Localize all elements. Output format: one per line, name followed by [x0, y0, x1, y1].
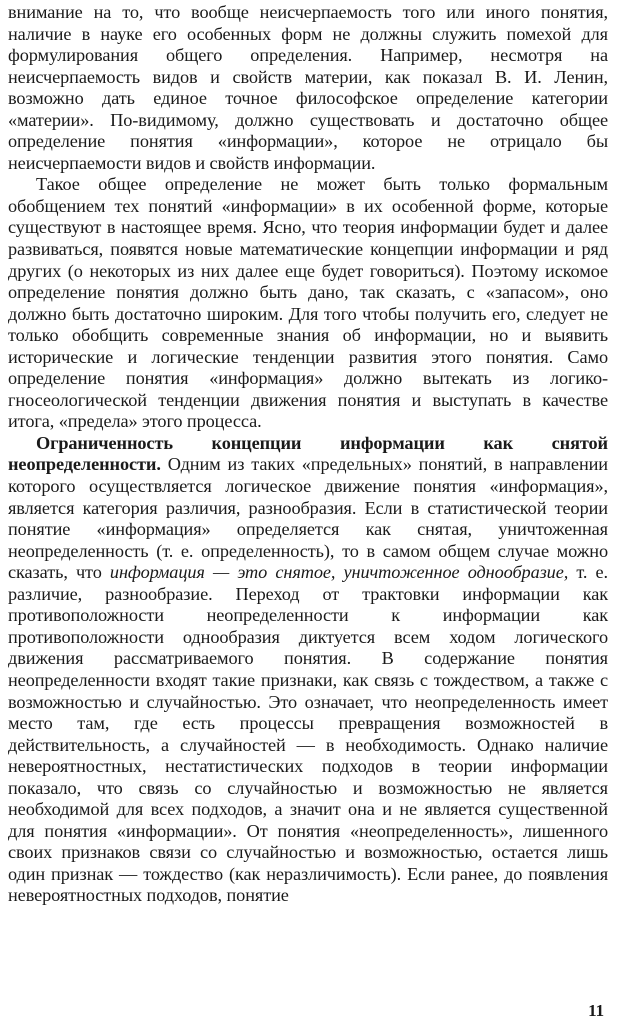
italic-definition: информация — это снятое, уничтоженное однообразие,	[109, 562, 569, 583]
paragraph-2: Такое общее определение не может быть только формальным обобщением тех понятий «информации» в их особенной форме, которые существуют в настоящее время. Ясно, что теория информации будет и далее развиваться, появятся новые математические концепции информации и ряд других (о некоторых из них далее еще будет говориться). Поэтому искомое определение понятия должно быть дано, так сказать, с «запасом», оно должно быть достаточно широким. Для того чтобы получить его, следует не только обобщить современные знания об информации, но и выявить исторические и логические тенденции развития этого понятия. Само определение понятия «информация» должно вытекать из логико-гносеологической тенденции движения понятия и выступать в качестве итога, «предела» этого процесса.	[8, 174, 608, 432]
paragraph-3-text-end: т. е. различие, разнообразие. Переход от трактовки информации как противоположности неопределенности к информации как противоположности однообразия диктуется всем ходом логического движения рассматриваемого понятия. В содержание понятия неопределенности входят такие признаки, как связь с тождеством, а также с возможностью и случайностью. Это означает, что неопределенность имеет место там, где есть процессы превращения возможностей в действительность, а случайностей — в необходимость. Однако наличие невероятностных, нестатистических подходов в теории информации показало, что связь со случайностью и возможностью не является необходимой для всех подходов, а значит она и не является существенной для понятия «информации». От понятия «неопределенность», лишенного своих признаков связи со случайностью и возможностью, остается лишь один признак — тождество (как неразличимость). Если ранее, до появления невероятностных подходов, понятие	[8, 562, 608, 906]
paragraph-1: внимание на то, что вообще неисчерпаемость того или иного понятия, наличие в науке его особенных форм не должны служить помехой для формулирования общего определения. Например, несмотря на неисчерпаемость видов и свойств материи, как показал В. И. Ленин, возможно дать единое точное философское определение категории «материи». По-видимому, должно существовать и достаточно общее определение понятия «информации», которое не отрицало бы неисчерпаемости видов и свойств информации.	[8, 2, 608, 173]
paragraph-3	[8, 433, 608, 907]
section-heading: Ограниченность концепции информации как снятой неопределенности.	[8, 432, 608, 475]
page-number: 11	[588, 1001, 604, 1021]
paragraph-3-text-start: Одним из таких «предельных» понятий, в направлении которого осуществляется логическое движение понятия «информация», является категория различия, разнообразия. Если в статистической теории понятие «информация» определяется как снятая, уничтоженная неопределенность (т. е. определенность), то в самом общем случае можно сказать, что	[8, 454, 608, 583]
